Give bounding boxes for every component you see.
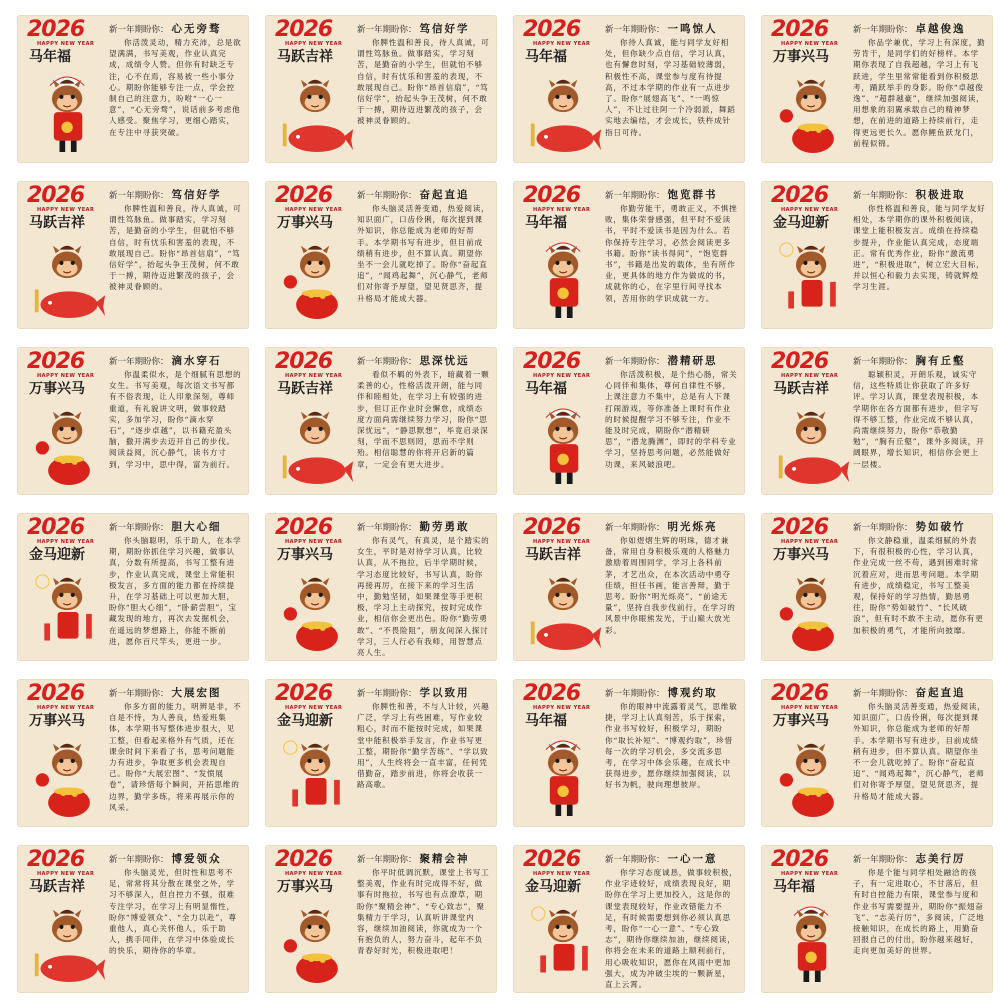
year-label: 2026 <box>27 183 85 208</box>
greeting-card <box>17 347 249 495</box>
happy-new-year-label: HAPPY NEW YEAR <box>37 705 95 711</box>
card-artwork <box>271 351 359 491</box>
happy-new-year-label: HAPPY NEW YEAR <box>37 373 95 379</box>
heading-prefix: 新一年期盼你： <box>109 25 169 35</box>
blessing-phrase: 金马迎新 <box>277 713 333 729</box>
card-heading <box>109 853 243 866</box>
card-artwork <box>519 683 607 823</box>
card-artwork <box>271 517 359 657</box>
card-message <box>853 23 987 159</box>
card-artwork <box>271 683 359 823</box>
card-artwork <box>767 849 855 989</box>
card-artwork <box>767 351 855 491</box>
year-label: 2026 <box>27 847 85 872</box>
card-body-text: 你脾性温和善良，待人真诚，可谓性笃脉鱼。做事踏实，学习刻苦，是勤奋的小学生，但就怕不够自信，时有忧乐和害羞的表现，不敢展现自己。盼你“昂首信扇”，“笃信好学”，抬起头争王茂树，何不敢于一搏，期待迈进繁茂的孩子，会被神灵眷顾的。 <box>109 204 242 292</box>
heading-prefix: 新一年期盼你： <box>357 523 417 533</box>
lion-dance-boy-icon <box>775 899 851 989</box>
boy-on-koi-fish-icon <box>31 235 107 325</box>
greeting-card <box>761 181 993 329</box>
card-heading <box>109 687 243 700</box>
boy-with-money-bag-icon <box>279 899 355 989</box>
card-artwork <box>271 19 359 159</box>
card-message <box>605 23 739 159</box>
card-message <box>605 687 739 823</box>
boy-on-koi-fish-icon <box>279 69 355 159</box>
card-message <box>357 355 491 491</box>
card-body-text: 你性格温和善良，能与同学友好相处，本学期你的课外积极阅读，课堂上能积极发言。成绩在持续稳步提升，作业能认真完成，态度端正。常有优秀作业，盼你“激流勇进”，“积极进取”，树立宏大目标，并以恒心和毅力去实现，铸就辉煌学习生涯。 <box>853 204 986 292</box>
heading-prefix: 新一年期盼你： <box>605 357 665 367</box>
year-label: 2026 <box>771 847 829 872</box>
card-artwork <box>23 19 111 159</box>
lion-dance-boy-icon <box>527 733 603 823</box>
blessing-phrase: 马年福 <box>29 49 71 65</box>
card-body-text: 你品学兼优，学习上有深度，勤劳肯干，是同学们的好榜样。本学期你表现了自我超越，学习上有飞跃进，学生里常常能看到你积极思考，踊跃举手的身影。盼你“卓越俊逸”、“超群越豪”，继续加强阅读，用想象的羽翼承载自己的精神梦想，在前进的道路上持续前行，走得更远更长久。愿你鲤鱼跃龙门，前程似锦。 <box>853 38 986 148</box>
heading-prefix: 新一年期盼你： <box>605 191 665 201</box>
heading-prefix: 新一年期盼你： <box>853 191 913 201</box>
card-title: 学以致用 <box>419 687 470 699</box>
blessing-phrase: 马年福 <box>525 713 567 729</box>
happy-new-year-label: HAPPY NEW YEAR <box>533 871 591 877</box>
greeting-card <box>265 679 497 827</box>
card-message <box>357 23 491 159</box>
heading-prefix: 新一年期盼你： <box>605 523 665 533</box>
card-title: 奋起直追 <box>419 189 470 201</box>
greeting-card <box>17 181 249 329</box>
card-artwork <box>519 351 607 491</box>
blessing-phrase: 金马迎新 <box>773 215 829 231</box>
card-message <box>357 687 491 823</box>
card-body-text: 你头脑灵活善变通，热爱阅读，知识面广，口齿伶俐，每次提到课外知识，你总能成为老师的好帮手。本学期书写有进步，目前成绩稍有进步，但不算认真。期望你坐不一会儿就吃掉了。盼你“奋起直追”、“闻鸡起舞”，沉心静气，老师们对你寄予厚望，望见贤思齐，提升格局才能成大器。 <box>853 702 986 801</box>
card-title: 饱览群书 <box>667 189 718 201</box>
blessing-phrase: 万事兴马 <box>773 713 829 729</box>
card-heading <box>853 521 987 534</box>
card-body-text: 你的眼神中流露着灵气，思维敏捷，学习上认真刻苦，乐于探索，作业书写较好，积极学习，期盼你“取长补短”、“博观约取”，珍惜每一次的学习机会，多交流多思考，在学习中体会乐趣，在成长中获得进步，愿你继续加强阅读，以好书为帆，驶向理想彼岸。 <box>605 702 738 790</box>
card-artwork <box>23 185 111 325</box>
heading-prefix: 新一年期盼你： <box>853 25 913 35</box>
card-message <box>357 189 491 325</box>
card-artwork <box>519 517 607 657</box>
card-title: 博观约取 <box>667 687 718 699</box>
card-message <box>853 687 987 823</box>
lion-dance-boy-icon <box>527 235 603 325</box>
blessing-phrase: 万事兴马 <box>277 215 333 231</box>
heading-prefix: 新一年期盼你： <box>357 191 417 201</box>
card-title: 聚精会神 <box>419 853 470 865</box>
boy-on-koi-fish-icon <box>279 401 355 491</box>
happy-new-year-label: HAPPY NEW YEAR <box>37 539 95 545</box>
card-body-text: 你待人真诚，能与同学友好相处，但你缺少点自信，学习认真，也有懈怠时刻，学习基础较薄弱，积极性不高，课堂参与度有待提高，不过本学期的作业有一点进步了。盼你“展翅高飞”、“一鸣惊人”，不让过往阿一个冷弱派，舞蹈实地去编结，才会成长，铁杵成针指日可待。 <box>605 38 736 137</box>
boy-with-money-bag-icon <box>279 235 355 325</box>
boy-on-koi-fish-icon <box>527 567 603 657</box>
heading-prefix: 新一年期盼你： <box>357 689 417 699</box>
card-heading <box>109 355 243 368</box>
greeting-card <box>761 347 993 495</box>
lion-dance-boy-icon <box>31 69 107 159</box>
year-label: 2026 <box>275 17 333 42</box>
year-label: 2026 <box>27 17 85 42</box>
heading-prefix: 新一年期盼你： <box>605 689 665 699</box>
blessing-phrase: 马跃吉祥 <box>525 547 581 563</box>
boy-on-koi-fish-icon <box>527 69 603 159</box>
card-body-text: 聪颖积灵，开朗乐观，诚实守信，这些特质让你获取了许多好评。学习认真，课堂表现积极，本学期你在各方面都有进步，但字写得不够工整，作业完成不够认真，尚需继续努力，盼你“恭敬勤勉”，“胸有丘壑”，课外多阅读，开阔眼界，增长知识，相信你会更上一层楼。 <box>853 370 985 469</box>
heading-prefix: 新一年期盼你： <box>109 191 169 201</box>
year-label: 2026 <box>27 681 85 706</box>
happy-new-year-label: HAPPY NEW YEAR <box>781 207 839 213</box>
blessing-phrase: 万事兴马 <box>277 547 333 563</box>
boy-with-money-bag-icon <box>279 567 355 657</box>
boy-with-firecracker-icon <box>279 733 355 823</box>
card-body-text: 你平时低调沉默，课堂上书写工整美观，作业有时完成得不好，做事有时拖拉，书写也有点潦草，期盼你“聚精会神”、“专心致志”，聚集精力于学习，认真听讲课堂内容，继续加油阅读，你就成为一个有抱负的人，努力奋斗，起年不负青春好时光，积极进取吧！ <box>357 868 490 956</box>
card-heading <box>853 189 987 202</box>
card-message <box>853 521 987 657</box>
happy-new-year-label: HAPPY NEW YEAR <box>781 373 839 379</box>
card-artwork <box>519 849 607 989</box>
happy-new-year-label: HAPPY NEW YEAR <box>781 539 839 545</box>
year-label: 2026 <box>275 349 333 374</box>
card-heading <box>357 521 491 534</box>
blessing-phrase: 金马迎新 <box>525 879 581 895</box>
card-message <box>853 355 987 491</box>
card-title: 思深忧远 <box>419 355 470 367</box>
card-body-text: 你脾性温和善良，待人真诚，可谓性笃脉鱼。做事踏实，学习刻苦，是勤奋的小学生，但就怕不够自信，时有忧乐和害羞的表现，不敢展现自己。盼你“昂首信扇”，“笃信好学”，抬起头争王茂树，何不敢于一搏，期待迈进繁茂的孩子，会被神灵眷顾的。 <box>357 38 490 126</box>
card-body-text: 你活泼积极，是个热心肠，常关心同伴和集体，尊何自律性不够，上课注意力不集中，总是有人下课打闹游戏，等你准备上课时有作业的时候提醒学习不够专注，作业不能及时完成，期盼你“潜精研思”，“潜龙腾渊”，即时的学科专业学习，坚持思考问题，必然能做好功课，来风破浪吧。 <box>605 370 738 469</box>
card-title: 明光烁亮 <box>667 521 718 533</box>
card-body-text: 你学习态度诚恳，做事较积极，作业字迹较好，成绩表现良好，期盼你在学习上更加投入，这是你的课堂表现较好，作业改错能力不足，有时候需要想到你必须认真思考，盼你“一心一意”、“专心致志”，期待你继续加油，继续阅读，你将会在未来的道路上顺利前行，用心吸收知识，愿你在风雨中更加强大，成为冲破尘埃的一颗新星，直上云霄。 <box>605 868 738 990</box>
card-title: 势如破竹 <box>915 521 966 533</box>
happy-new-year-label: HAPPY NEW YEAR <box>533 207 591 213</box>
blessing-phrase: 万事兴马 <box>277 879 333 895</box>
card-title: 奋起直追 <box>915 687 966 699</box>
boy-with-firecracker-icon <box>527 899 603 989</box>
card-heading <box>853 355 987 368</box>
year-label: 2026 <box>771 681 829 706</box>
card-title: 卓越俊逸 <box>915 23 966 35</box>
boy-with-money-bag-icon <box>31 733 107 823</box>
card-title: 一鸣惊人 <box>667 23 718 35</box>
blessing-phrase: 马跃吉祥 <box>29 879 85 895</box>
blessing-phrase: 马跃吉祥 <box>29 215 85 231</box>
heading-prefix: 新一年期盼你： <box>357 357 417 367</box>
card-heading <box>605 355 739 368</box>
greeting-card <box>761 679 993 827</box>
boy-with-money-bag-icon <box>775 733 851 823</box>
blessing-phrase: 万事兴马 <box>773 49 829 65</box>
heading-prefix: 新一年期盼你： <box>357 855 417 865</box>
card-heading <box>853 853 987 866</box>
card-heading <box>853 23 987 36</box>
year-label: 2026 <box>523 349 581 374</box>
year-label: 2026 <box>27 349 85 374</box>
greeting-card <box>513 679 745 827</box>
card-title: 博爱领众 <box>171 853 222 865</box>
boy-with-money-bag-icon <box>31 401 107 491</box>
card-message <box>357 853 491 989</box>
card-message <box>109 853 243 989</box>
card-title: 滴水穿石 <box>171 355 222 367</box>
card-title: 胸有丘壑 <box>915 355 966 367</box>
year-label: 2026 <box>275 681 333 706</box>
greeting-card <box>17 679 249 827</box>
card-message <box>109 521 243 657</box>
card-heading <box>357 853 491 866</box>
card-title: 大展宏图 <box>171 687 222 699</box>
card-body-text: 你多方面的能力，明辨是非，不自是不恃，为人善良，热爱班集体，本学期书写整体进步很大，见工整，但看起来格外有气质，还在课余时间下来看了书，思考问题能力有进步，争取更多机会表现自己。盼你“大展宏图”、“发愤展卷”，请珍惜每个瞬间，开拓思维的边界，勤学多练，将来再展示你的风采。 <box>109 702 242 812</box>
year-label: 2026 <box>27 515 85 540</box>
card-artwork <box>23 517 111 657</box>
heading-prefix: 新一年期盼你： <box>109 357 169 367</box>
greeting-card <box>513 347 745 495</box>
greeting-card <box>17 513 249 661</box>
card-heading <box>357 687 491 700</box>
blessing-phrase: 万事兴马 <box>773 547 829 563</box>
greeting-card <box>265 347 497 495</box>
card-artwork <box>767 683 855 823</box>
happy-new-year-label: HAPPY NEW YEAR <box>533 41 591 47</box>
card-message <box>109 189 243 325</box>
card-message <box>605 355 739 491</box>
happy-new-year-label: HAPPY NEW YEAR <box>781 871 839 877</box>
card-body-text: 你温柔似水，是个细腻有思想的女生。书写美观，每次语文书写都有不俗表现，让人印象深刻，尊师重道，有礼貌讲文明，做事较踏实，多加学习，盼你“滴水穿石”，“逐步卓越”，以书籍充盈头脑，撒开满步去迈开自己的步伐。阅读益阅，沉心静气，读书方寸到，学习中，思中得，富为前行。 <box>109 370 242 469</box>
card-artwork <box>519 185 607 325</box>
card-body-text: 你文静稳重，温柔细腻的外表下，有很积极的心性，学习认真，作业完成一丝不苟，遇到困难时常沉着应对，进而思考问题。本学期有进步，成绩稳定，书写工整美观，保持好的学习热情，勤恳勇往，盼你“势如破竹”、“长风破浪”，但有时不敢不主动，愿你有更加积极的勇气，才能所向披靡。 <box>853 536 984 635</box>
card-heading <box>605 687 739 700</box>
greeting-card <box>265 15 497 163</box>
card-message <box>605 521 739 657</box>
card-body-text: 你脾性和善，不与人计较，兴趣广泛，学习上有些困难，写作业较粗心，时而不能按时完成，如果课堂中能积极举手发言，作业书写更工整，期盼你“勤学苦练”、“学以致用”，人生终将会一直丰富，任何凭借勤奋，踏步前进，你将会收获一路高歌。 <box>357 702 490 790</box>
card-artwork <box>271 849 359 989</box>
happy-new-year-label: HAPPY NEW YEAR <box>781 705 839 711</box>
happy-new-year-label: HAPPY NEW YEAR <box>37 207 95 213</box>
card-title: 胆大心细 <box>171 521 222 533</box>
blessing-phrase: 马跃吉祥 <box>277 381 333 397</box>
blessing-phrase: 万事兴马 <box>29 381 85 397</box>
happy-new-year-label: HAPPY NEW YEAR <box>285 539 343 545</box>
card-heading <box>357 23 491 36</box>
card-body-text: 看似不羁的外表下，暗藏着一颗柔善的心，性格活泼开朗，能与同伴和睦相处，在学习上有较强的进步，但订正作业时会懈怠，成绩态度方面尚需继续努力学习，盼你“思深忧远”，“静思默想”，毕竟启录深刻，学而不思则罔，思而不学则殆。相信聪慧的你将开启新的篇章，一定会有更大进步。 <box>357 370 490 469</box>
heading-prefix: 新一年期盼你： <box>109 689 169 699</box>
lion-dance-boy-icon <box>527 401 603 491</box>
year-label: 2026 <box>275 515 333 540</box>
greeting-card <box>513 845 745 993</box>
boy-with-firecracker-icon <box>31 567 107 657</box>
happy-new-year-label: HAPPY NEW YEAR <box>285 373 343 379</box>
boy-with-firecracker-icon <box>775 235 851 325</box>
heading-prefix: 新一年期盼你： <box>109 855 169 865</box>
greeting-card <box>265 513 497 661</box>
heading-prefix: 新一年期盼你： <box>853 689 913 699</box>
card-message <box>605 189 739 325</box>
boy-on-koi-fish-icon <box>775 401 851 491</box>
greeting-card <box>17 845 249 993</box>
happy-new-year-label: HAPPY NEW YEAR <box>37 41 95 47</box>
greeting-card <box>761 845 993 993</box>
card-heading <box>605 23 739 36</box>
heading-prefix: 新一年期盼你： <box>109 523 169 533</box>
card-message <box>853 853 987 989</box>
card-title: 勤劳勇敢 <box>419 521 470 533</box>
year-label: 2026 <box>523 681 581 706</box>
card-body-text: 你是个能与同学相处融洽的孩子，有一定进取心，不甘落后，但有时自控能力有限，课堂参与度和作业书写需要提升，期盼你“振翅奋飞”、“志美行厉”，多阅读，广泛地接触知识，在成长的路上，用勤奋回报自己的付出，盼你越来越好，走向更加美好的世界。 <box>853 868 985 956</box>
card-artwork <box>767 185 855 325</box>
card-message <box>109 355 243 491</box>
year-label: 2026 <box>771 183 829 208</box>
happy-new-year-label: HAPPY NEW YEAR <box>37 871 95 877</box>
card-heading <box>853 687 987 700</box>
happy-new-year-label: HAPPY NEW YEAR <box>285 705 343 711</box>
card-artwork <box>23 351 111 491</box>
year-label: 2026 <box>275 183 333 208</box>
greeting-card <box>265 845 497 993</box>
card-heading <box>109 189 243 202</box>
card-artwork <box>271 185 359 325</box>
blessing-phrase: 金马迎新 <box>29 547 85 563</box>
card-title: 潜精研思 <box>667 355 718 367</box>
card-artwork <box>767 517 855 657</box>
card-heading <box>605 521 739 534</box>
year-label: 2026 <box>771 17 829 42</box>
heading-prefix: 新一年期盼你： <box>357 25 417 35</box>
year-label: 2026 <box>523 515 581 540</box>
heading-prefix: 新一年期盼你： <box>605 855 665 865</box>
heading-prefix: 新一年期盼你： <box>605 25 665 35</box>
boy-on-koi-fish-icon <box>31 899 107 989</box>
greeting-card <box>17 15 249 163</box>
card-message <box>853 189 987 325</box>
blessing-phrase: 马年福 <box>773 879 815 895</box>
card-title: 笃信好学 <box>171 189 222 201</box>
heading-prefix: 新一年期盼你： <box>853 523 913 533</box>
card-body-text: 你头脑灵活善变通，热爱阅读，知识面广，口齿伶俐，每次提到课外知识，你总能成为老师的好帮手。本学期书写有进步，但目前成绩稍有进步，但不算认真。期望你坐不一会儿就吃掉了。盼你“奋起直追”，“闻鸡起舞”，沉心静气，老师们对你寄予厚望，望见贤思齐，提升格局才能成大器。 <box>357 204 490 303</box>
blessing-phrase: 马年福 <box>525 49 567 65</box>
happy-new-year-label: HAPPY NEW YEAR <box>781 41 839 47</box>
happy-new-year-label: HAPPY NEW YEAR <box>533 539 591 545</box>
happy-new-year-label: HAPPY NEW YEAR <box>285 871 343 877</box>
heading-prefix: 新一年期盼你： <box>853 357 913 367</box>
card-heading <box>605 189 739 202</box>
happy-new-year-label: HAPPY NEW YEAR <box>533 705 591 711</box>
card-message <box>109 687 243 823</box>
greeting-card <box>513 15 745 163</box>
greeting-card <box>761 513 993 661</box>
year-label: 2026 <box>523 17 581 42</box>
greeting-card <box>761 15 993 163</box>
card-body-text: 你有灵气，有真灵，是个踏实的女生，平时是对待学习认真，比较认真，从不拖拉，后半学期时候，学习态度比较好，书写认真，盼你再接再厉，在接下来的学习生活中，勤勉坚韧，如果课堂等手更积极，学习上主动探究，按时完成作业，相信你会更出色。盼你“勤劳勇敢”、“不畏险阻”，朋友间深入探讨学习，三人行必有我师，用智慧点亮人生。 <box>357 536 490 658</box>
happy-new-year-label: HAPPY NEW YEAR <box>285 41 343 47</box>
year-label: 2026 <box>275 847 333 872</box>
card-message <box>109 23 243 159</box>
blessing-phrase: 万事兴马 <box>29 713 85 729</box>
year-label: 2026 <box>523 183 581 208</box>
blessing-phrase: 马跃吉祥 <box>277 49 333 65</box>
card-body-text: 你勤劳能干，勇敢正义，不惧挫败，集体荣誉感强，但平时不爱读书，平时不爱读书是因为什么。若你保持专注学习，必然会阅读更多书籍。盼你“读书得间”，“饱览群书”，书籍是出发的载体，坐有所作业，更具体的地方作为做成的书，成就你的心，在字里行间寻找本领，苦用你的学识成就一方。 <box>605 204 738 303</box>
card-title: 一心一意 <box>667 853 718 865</box>
year-label: 2026 <box>771 515 829 540</box>
card-heading <box>109 23 243 36</box>
card-title: 心无旁骛 <box>171 23 222 35</box>
year-label: 2026 <box>523 847 581 872</box>
card-artwork <box>23 849 111 989</box>
card-heading <box>357 355 491 368</box>
year-label: 2026 <box>771 349 829 374</box>
heading-prefix: 新一年期盼你： <box>853 855 913 865</box>
boy-with-money-bag-icon <box>775 69 851 159</box>
card-message <box>605 853 739 989</box>
greeting-card <box>513 181 745 329</box>
card-body-text: 你如煜熠生辉的明珠，德才兼备，常用自身积极乐观的人格魅力激励着周围同学，学习上各科前茅，才艺出众，在本次活动中勇夺佳绩，担任书画，能言善辩，勤于思考。盼你“明光烁亮”、“前途无量”，坚持自我步伐前行，在学习的风景中你眼熊发光，于山巅大放光彩。 <box>605 536 736 635</box>
blessing-phrase: 马年福 <box>525 215 567 231</box>
card-message <box>357 521 491 657</box>
card-artwork <box>767 19 855 159</box>
greeting-card <box>265 181 497 329</box>
greeting-card <box>513 513 745 661</box>
card-body-text: 你头脑灵光，但时性和思考不足，常常将其分散在课堂之外，学习不够深入，但自控力不强，很难专注学习，在学习上有明显惰性，盼你“博爱领众”、“全力以赴”，尊重他人，真心关怀他人，乐于助人，携手同伴，在学习中体验成长的快乐，期待你的华章。 <box>109 868 237 956</box>
card-title: 积极进取 <box>915 189 966 201</box>
card-heading <box>605 853 739 866</box>
boy-with-money-bag-icon <box>775 567 851 657</box>
card-artwork <box>519 19 607 159</box>
card-title: 笃信好学 <box>419 23 470 35</box>
happy-new-year-label: HAPPY NEW YEAR <box>533 373 591 379</box>
card-artwork <box>23 683 111 823</box>
happy-new-year-label: HAPPY NEW YEAR <box>285 207 343 213</box>
card-body-text: 你活泼灵动，精力充沛，总是欲望满满，书写美观，作业认真完成，成绩令人赞。但你有时缺乏专注，心不在焉，容易被一些小事分心。期盼你能够专注一点，学会控制自己的注意力，吩咐“一心一意”，“心无旁骛”，说话前多考虑他人感受。聚焦学习，更细心踏实，在专注中寻获突破。 <box>109 38 242 137</box>
card-title: 志美行厉 <box>915 853 966 865</box>
card-heading <box>357 189 491 202</box>
card-heading <box>109 521 243 534</box>
blessing-phrase: 马跃吉祥 <box>773 381 829 397</box>
blessing-phrase: 马年福 <box>525 381 567 397</box>
card-body-text: 你头脑聪明，乐于助人，在本学期，期盼你抓住学习兴趣，做事认真，分数有所提高，书写工整有进步，作业认真完成，课堂上常能积极发言，多方面的能力都在持续提升，在学习基础上可以更加大胆，盼你“胆大心细”，“卧薪尝胆”，宝藏发现的地方，再次去发掘机会，在遥远的梦想路上，你能不断前进，愿你百尺竿头，更进一步。 <box>109 536 242 646</box>
